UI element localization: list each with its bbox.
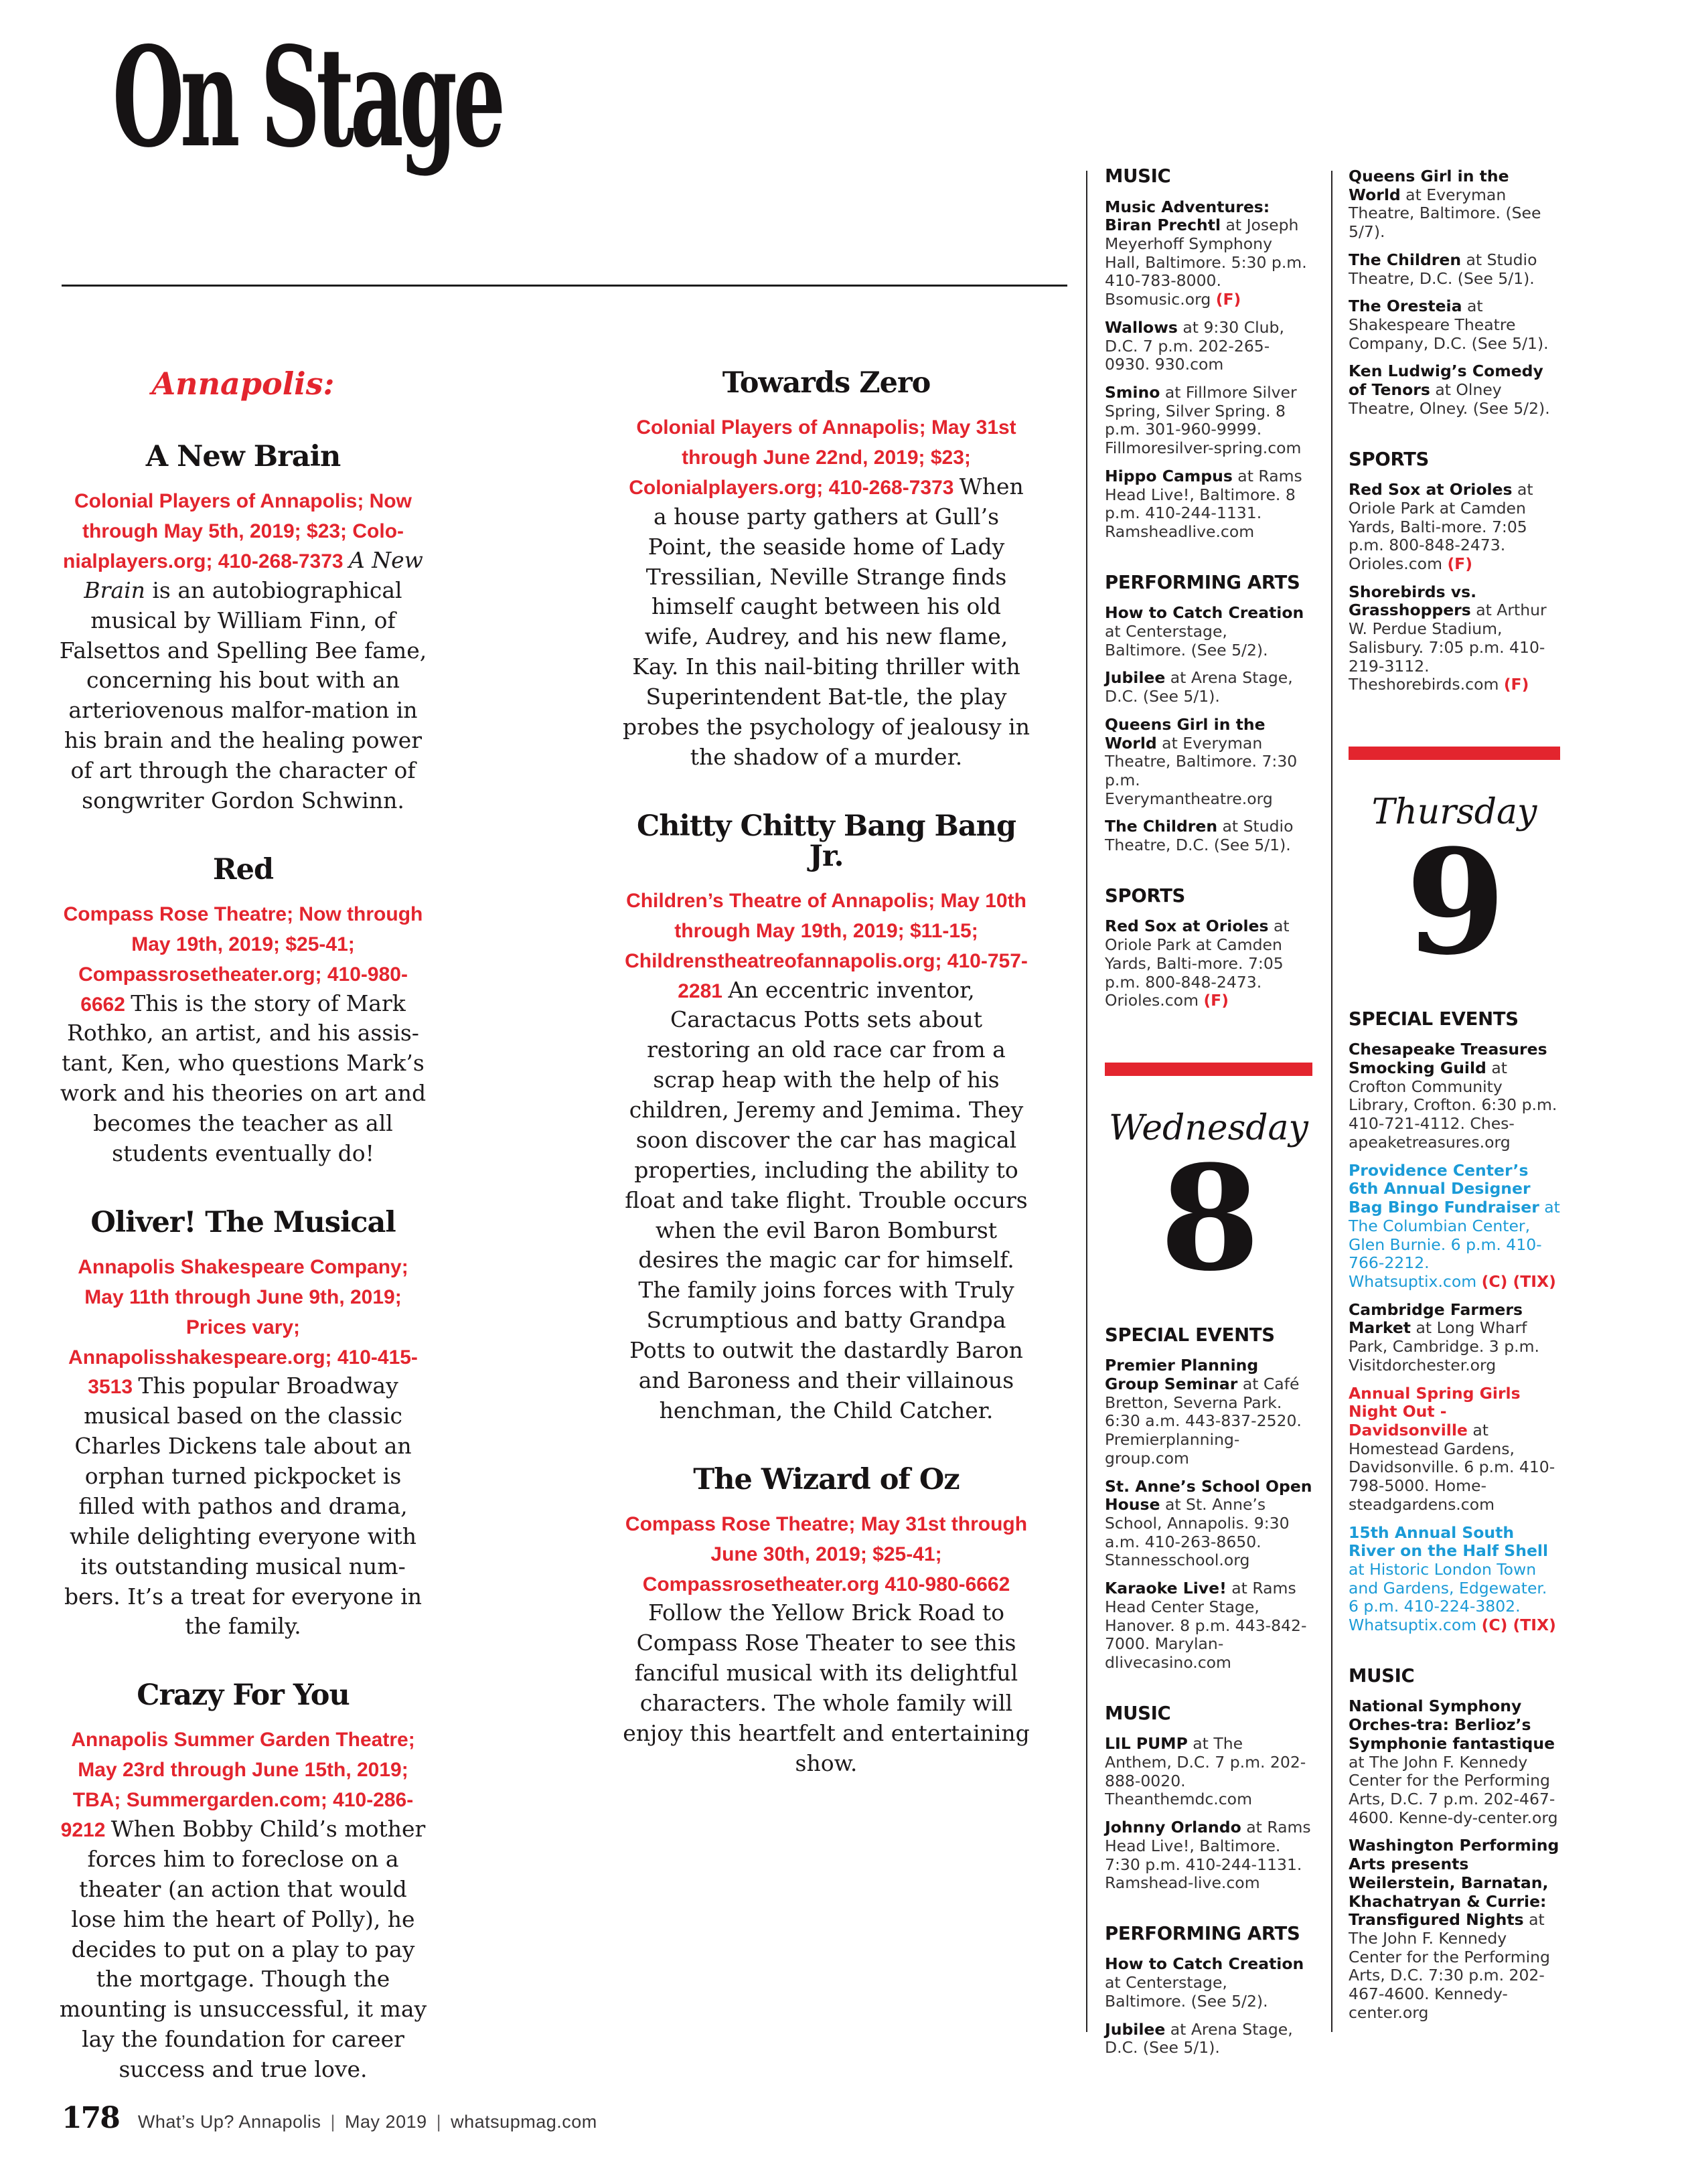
show-listing [621,1462,1031,1779]
text-segment: (F) [1447,554,1472,573]
text-segment: National Symphony Orches-tra: Berlioz’s Symphonie fantastique [1349,1697,1555,1753]
text-segment: Jubilee [1105,668,1166,688]
text-segment: (F) [1503,675,1529,694]
text-segment: at Studio Theatre, D.C. (See 5/1). [1349,250,1537,288]
footer-item: whatsupmag.com [451,2112,597,2132]
text-segment: at The John F. Kennedy Center for the Performing Arts, D.C. 7 p.m. 202-467-4600. Kenne-dy-center.org [1349,1752,1558,1827]
text-segment: at Arthur W. Perdue Stadium, Salisbury. 7:05 p.m. 410-219-3112. Theshorebirds.com [1349,601,1547,694]
section-header: SPORTS [1349,448,1430,470]
event-entry [1349,1301,1560,1375]
text-segment: at Joseph Meyerhoff Symphony Hall, Baltimore. 5:30 p.m. 410-783-8000. Bsomusic.org [1105,216,1307,309]
text-segment: Follow the Yellow Brick Road to Compass Rose Theater to see this fanciful musical with its delightful characters. The whole family will enjoy this heartfelt and entertaining show. [623,1600,1030,1776]
text-segment: at Historic London Town and Gardens, Edgewater. 6 p.m. 410-224-3802. Whatsuptix.com [1349,1560,1547,1635]
text-segment: A New Brain [84,546,423,603]
event-entry [1105,1579,1312,1672]
day-divider-bar [1349,747,1560,760]
event-entry [1349,1040,1560,1152]
event-entry [1349,251,1560,288]
text-segment: Karaoke Live! [1105,1579,1227,1598]
event-entry [1105,604,1312,659]
show-description [59,1251,427,1642]
footer-separator: | [436,2112,442,2132]
text-segment: The Oresteia [1349,297,1462,316]
text-segment: at The Anthem, D.C. 7 p.m. 202-888-0020. Theanthemdc.com [1105,1734,1306,1809]
text-segment: Smino [1105,382,1160,402]
footer-item: May 2019 [345,2112,427,2132]
text-segment: Colonial Players of Annapolis; May 31st through June 22nd, 2019; $23; Colonialplayers.org; 410-268-7373 [629,416,1016,499]
text-segment: is an autobiographical musical by William Finn, of Falsettos and Spelling Bee fame, concerning his bout with an arteriovenous malfor-mation in his brain and the healing power of art through the character of songwriter Gordon Schwinn. [59,576,427,813]
show-title: Chitty Chitty Bang Bang Jr. [636,809,1016,873]
text-segment: When a house party gathers at Gull’s Point, the seaside home of Lady Tressilian, Neville Strange finds himself caught between his old wife, Audrey, and his new flame, Kay. In this nail-biting thriller with Superintendent Bat-tle, the play probes the psychology of jealousy in the shadow of a murder. [623,473,1030,770]
text-segment: Providence Center’s 6th Annual Designer Bag Bingo Fundraiser [1349,1160,1539,1217]
section-header: SPECIAL EVENTS [1349,1008,1519,1030]
text-segment: at The Columbian Center, Glen Burnie. 6 p.m. 410-766-2212. Whatsuptix.com [1349,1198,1560,1291]
text-segment: Music Adventures: Biran Prechtl [1105,197,1270,235]
text-segment: Compass Rose Theatre; May 31st through June 30th, 2019; $25-41; Compassrosetheater.org 410-980-6662 [625,1512,1028,1595]
event-entry [1105,1735,1312,1809]
page-title: On Stage [112,17,502,178]
text-segment: St. Anne’s School Open House [1105,1476,1312,1514]
text-segment: at The John F. Kennedy Center for the Performing Arts, D.C. 7:30 p.m. 202-467-4600. Kennedy-center.org [1349,1910,1550,2022]
event-entry [1105,1478,1312,1571]
text-segment: The Children [1105,817,1218,836]
event-entry [1105,1818,1312,1893]
show-listing [59,1681,427,2085]
day-number: 9 [1405,817,1503,988]
text-segment: (F) [1203,991,1229,1010]
show-title: Towards Zero [722,366,931,400]
text-segment: LIL PUMP [1105,1734,1188,1753]
text-segment: at Crofton Community Library, Crofton. 6:30 p.m. 410-721-4112. Ches-apeaketreasures.org [1349,1059,1557,1152]
event-entry [1105,716,1312,809]
footer-item: What’s Up? Annapolis [137,2112,321,2132]
section-header: MUSIC [1105,165,1171,187]
text-segment: at Studio Theatre, D.C. (See 5/1). [1105,817,1294,855]
text-segment: 15th Annual South River on the Half Shell [1349,1523,1549,1561]
text-segment: This popular Broadway musical based on the classic Charles Dickens tale about an orphan turned pickpocket is filled with pathos and drama, while delighting everyone with its outstanding musical num-bers. It’s a treat for everyone in the family. [64,1373,423,1640]
text-segment: Compass Rose Theatre; Now through May 19th, 2019; $25-41; Compassrosetheater.org; 410-980-6662 [63,903,423,1016]
day-block [1105,1107,1312,1303]
text-segment: Colonial Players of Annapolis; Now through May 5th, 2019; $23; Colo-nialplayers.org; 410-268-7373 [63,490,412,572]
section-header: PERFORMING ARTS [1105,571,1300,593]
event-entry [1105,384,1312,458]
day-block [1349,792,1560,988]
text-segment: How to Catch Creation [1105,1954,1304,1974]
text-segment: Annapolis Shakespeare Company; May 11th through June 9th, 2019; Prices vary; Annapolisshakespeare.org; 410-415-3513 [68,1255,418,1399]
event-entry [1349,362,1560,418]
section-header: PERFORMING ARTS [1105,1922,1300,1944]
page-number: 178 [62,2101,119,2135]
show-title: Oliver! The Musical [90,1205,396,1239]
footer-separator: | [330,2112,336,2132]
text-segment: Washington Performing Arts presents Weilerstein, Barnatan, Khachatryan & Currie: Transfigured Nights [1349,1836,1559,1930]
text-segment: at Fillmore Silver Spring, Silver Spring. 8 p.m. 301-960-9999. Fillmoresilver-spring.com [1105,382,1302,458]
text-segment: Shorebirds vs. Grasshoppers [1349,582,1477,620]
features-column-right [621,368,1031,1818]
column-divider [1086,171,1087,2032]
text-segment: at Arena Stage, D.C. (See 5/1). [1105,668,1293,706]
show-title: The Wizard of Oz [693,1462,960,1496]
text-segment: (F) [1215,290,1241,309]
show-title: Red [212,852,274,886]
event-entry [1105,917,1312,1010]
text-segment: When Bobby Child’s mother forces him to foreclose on a theater (an action that would lose him the heart of Polly), he decides to put on a play to pay the mortgage. Though the mounting is unsuccessful, it may lay the foundation for career success and true love. [59,1816,427,2083]
event-entry [1105,198,1312,309]
show-listing [59,442,427,816]
show-listing [621,368,1031,773]
show-description [621,412,1031,773]
page-footer [62,2101,597,2135]
text-segment: at Rams Head Center Stage, Hanover. 8 p.m. 443-842-7000. Marylan-dlivecasino.com [1105,1579,1307,1672]
text-segment: at Everyman Theatre, Baltimore. (See 5/7). [1349,185,1541,242]
event-entry [1105,319,1312,374]
calendar-column-right [1349,167,1560,2032]
event-entry [1349,1837,1560,2022]
text-segment: Red Sox at Orioles [1105,917,1269,936]
text-segment: at Centerstage, Baltimore. (See 5/2). [1105,1973,1268,2011]
show-listing [621,811,1031,1426]
event-entry [1349,1524,1560,1635]
text-segment: Jubilee [1105,2019,1166,2039]
text-segment: The Children [1349,250,1462,269]
text-segment: at St. Anne’s School, Annapolis. 9:30 a.m. 410-263-8650. Stannesschool.org [1105,1495,1290,1570]
text-segment: at Rams Head Live!, Baltimore. 8 p.m. 410-244-1131. Ramsheadlive.com [1105,466,1302,541]
event-entry [1349,297,1560,353]
text-segment: at Café Bretton, Severna Park. 6:30 a.m. 443-837-2520. Premierplanning-group.com [1105,1374,1302,1468]
text-segment: at Long Wharf Park, Cambridge. 3 p.m. Visitdorchester.org [1349,1318,1539,1375]
text-segment: Queens Girl in the World [1105,714,1266,753]
show-description [621,885,1031,1426]
show-listing [59,852,427,1169]
section-header: MUSIC [1349,1664,1415,1687]
event-entry [1105,1955,1312,2011]
text-segment: How to Catch Creation [1105,603,1304,623]
event-entry [1105,1356,1312,1468]
text-segment: at Olney Theatre, Olney. (See 5/2). [1349,380,1550,418]
column-divider [1331,171,1332,2032]
region-label: Annapolis: [151,366,335,402]
section-header: SPORTS [1105,884,1186,907]
show-listing [59,1205,427,1642]
text-segment: Queens Girl in the World [1349,167,1509,204]
show-description [59,1724,427,2085]
show-title: Crazy For You [137,1679,350,1713]
show-description [59,485,427,816]
event-entry [1105,2021,1312,2057]
text-segment: at Centerstage, Baltimore. (See 5/2). [1105,621,1268,659]
text-segment: at Everyman Theatre, Baltimore. 7:30 p.m. Everymantheatre.org [1105,733,1298,808]
text-segment: at Rams Head Live!, Baltimore. 7:30 p.m. 410-244-1131. Ramshead-live.com [1105,1818,1311,1893]
text-segment: Annapolis Summer Garden Theatre; May 23rd through June 15th, 2019; TBA; Summergarden.com; 410-286-9212 [60,1729,415,1842]
text-segment: Ken Ludwig’s Comedy of Tenors [1349,362,1543,400]
title-rule [62,285,1067,287]
event-entry [1349,583,1560,694]
text-segment: at 9:30 Club, D.C. 7 p.m. 202-265-0930. 930.com [1105,317,1284,374]
event-entry [1349,1385,1560,1514]
show-title: A New Brain [145,440,341,473]
text-segment: This is the story of Mark Rothko, an artist, and his assis-tant, Ken, who questions Mark’s work and his theories on art and becomes the teacher as all students eventually do! [60,990,427,1166]
section-header: SPECIAL EVENTS [1105,1324,1275,1346]
text-segment: at Arena Stage, D.C. (See 5/1). [1105,2019,1293,2057]
event-entry [1105,669,1312,706]
text-segment: Chesapeake Treasures Smocking Guild [1349,1040,1547,1078]
calendar-column-left [1105,167,1312,2067]
day-divider-bar [1105,1063,1312,1076]
text-segment: at Oriole Park at Camden Yards, Balti-more. 7:05 p.m. 800-848-2473. Orioles.com [1349,480,1533,573]
text-segment: at Homestead Gardens, Davidsonville. 6 p.m. 410-798-5000. Home-steadgardens.com [1349,1420,1555,1514]
footer-text [138,2113,597,2131]
event-entry [1349,1162,1560,1292]
text-segment: Children’s Theatre of Annapolis; May 10th through May 19th, 2019; $11-15; Childrenstheatreofannapolis.org; 410-757-2281 [625,889,1028,1002]
event-entry [1349,167,1560,242]
day-name: Thursday [1371,792,1537,833]
text-segment: Red Sox at Orioles [1349,480,1513,499]
text-segment: Annual Spring Girls Night Out - Davidsonville [1349,1383,1521,1439]
text-segment: Cambridge Farmers Market [1349,1300,1523,1338]
text-segment: Johnny Orlando [1105,1818,1241,1837]
event-entry [1105,817,1312,854]
event-entry [1349,1697,1560,1827]
text-segment: (C) (TIX) [1481,1616,1556,1635]
text-segment: at Shakespeare Theatre Company, D.C. (See 5/1). [1349,297,1549,353]
text-segment: Premier Planning Group Seminar [1105,1356,1259,1393]
text-segment: at Oriole Park at Camden Yards, Balti-more. 7:05 p.m. 800-848-2473. Orioles.com [1105,917,1290,1010]
event-entry [1105,467,1312,542]
show-description [621,1508,1031,1779]
text-segment: (C) (TIX) [1481,1271,1556,1291]
section-header: MUSIC [1105,1702,1171,1724]
text-segment: Hippo Campus [1105,466,1233,485]
text-segment: An eccentric inventor, Caractacus Potts sets about restoring an old race car from a scrap heap with the help of his children, Jeremy and Jemima. They soon discover the car has magical properties, including the ability to float and take flight. Trouble occurs when the evil Baron Bomburst desires the magic car for himself. The family joins forces with Truly Scrumptious and batty Grandpa Potts to outwit the dastardly Baron and Baroness and their villainous henchman, the Child Catcher. [625,976,1028,1423]
day-name: Wednesday [1109,1107,1308,1148]
day-number: 8 [1160,1133,1257,1303]
show-description [59,899,427,1169]
features-column-left [59,368,427,2124]
text-segment: Wallows [1105,317,1178,337]
event-entry [1349,481,1560,574]
